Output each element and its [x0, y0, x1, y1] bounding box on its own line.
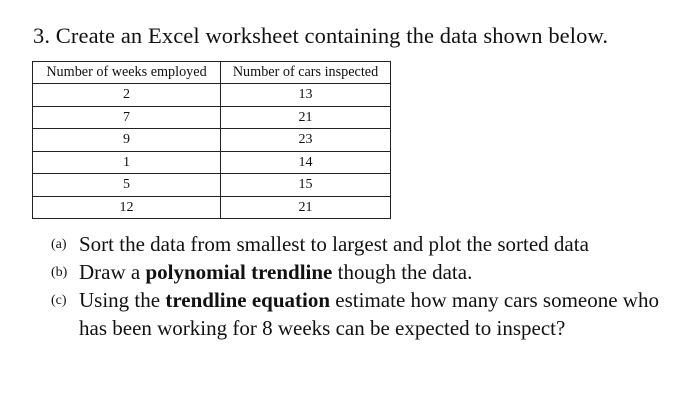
sub-question-list: [51, 230, 691, 342]
text-segment: Draw a: [79, 260, 146, 284]
sub-question-text: Sort the data from smallest to largest and plot the sorted data: [79, 232, 589, 256]
header-weeks-employed: Number of weeks employed: [33, 62, 221, 84]
cell-weeks: 5: [33, 174, 221, 197]
sub-question-b: [51, 258, 691, 286]
data-table: [32, 61, 391, 219]
sub-question-marker: (c): [51, 293, 67, 308]
cell-weeks: 7: [33, 106, 221, 129]
cell-weeks: 9: [33, 129, 221, 152]
table-header-row: [33, 62, 391, 84]
cell-cars: 21: [221, 106, 391, 129]
table-row: [33, 174, 391, 197]
sub-question-a: [51, 230, 691, 258]
sub-question-text: [79, 260, 472, 284]
cell-cars: 15: [221, 174, 391, 197]
cell-weeks: 1: [33, 151, 221, 174]
bold-term: polynomial trendline: [145, 260, 333, 284]
sub-question-text: [79, 288, 659, 340]
cell-cars: 23: [221, 129, 391, 152]
text-segment: though the data.: [332, 260, 473, 284]
table-row: [33, 106, 391, 129]
question-title: 3. Create an Excel worksheet containing the data shown below.: [33, 23, 609, 48]
cell-cars: 13: [221, 84, 391, 107]
sub-question-marker: (b): [51, 265, 68, 280]
text-segment: Using the: [79, 288, 166, 312]
sub-question-c: [51, 286, 691, 342]
cell-cars: 21: [221, 196, 391, 219]
sub-question-marker: (a): [51, 237, 67, 252]
table-row: [33, 129, 391, 152]
table-row: [33, 196, 391, 219]
table-row: [33, 84, 391, 107]
header-cars-inspected: Number of cars inspected: [221, 62, 391, 84]
bold-term: trendline equation: [165, 288, 331, 312]
cell-weeks: 12: [33, 196, 221, 219]
text-segment: estimate how many cars someone who has been working for 8 weeks can be expected to inspect?: [79, 288, 659, 340]
cell-weeks: 2: [33, 84, 221, 107]
cell-cars: 14: [221, 151, 391, 174]
table-row: [33, 151, 391, 174]
